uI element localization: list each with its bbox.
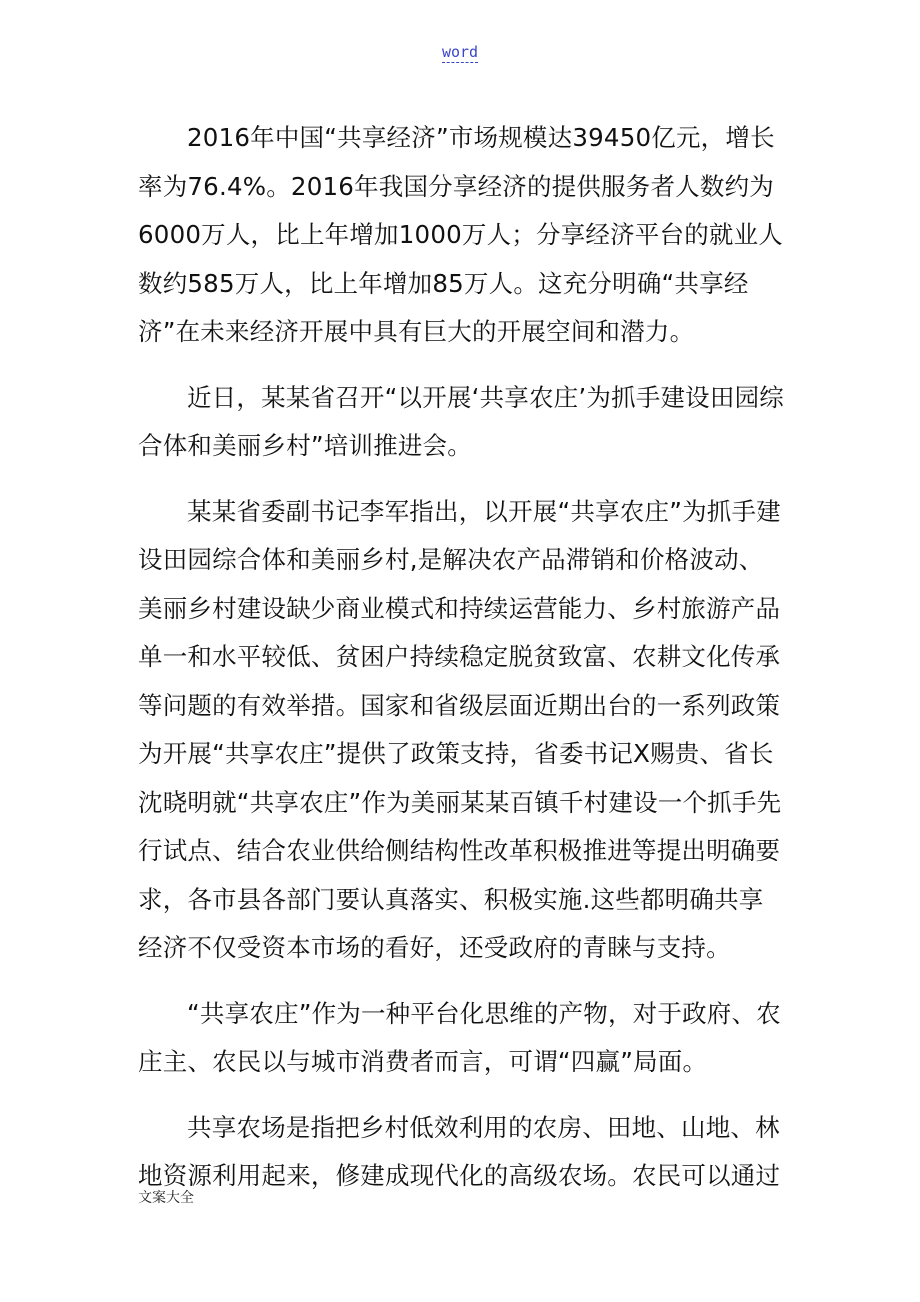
paragraph-sharing-economy-stats: 2016年中国“共享经济”市场规模达39450亿元，增长率为76.4%。2016年我国分享经济的提供服务者人数约为6000万人，比上年增加1000万人；分享经济平台的就业人数约585万人，比上年增加85万人。这充分明确“共享经济”在未来经济开展中具有巨大的开展空间和潜力。 bbox=[138, 123, 783, 346]
paragraph-shared-farm-definition: 共享农场是指把乡村低效利用的农房、田地、山地、林地资源利用起来，修建成现代化的高级农场。农民可以通过 bbox=[138, 1112, 781, 1190]
header-word-link[interactable] bbox=[0, 41, 920, 63]
footer-label: 文案大全 bbox=[138, 1190, 194, 1206]
paragraph-four-win: “共享农庄”作为一种平台化思维的产物，对于政府、农庄主、农民以与城市消费者而言，可谓“四赢”局面。 bbox=[138, 998, 781, 1076]
document-body bbox=[138, 114, 788, 1201]
header-link-text[interactable]: word bbox=[441, 43, 479, 61]
paragraph-deputy-secretary-remarks: 某某省委副书记李军指出，以开展“共享农庄”为抓手建设田园综合体和美丽乡村,是解决农产品滞销和价格波动、美丽乡村建设缺少商业模式和持续运营能力、乡村旅游产品单一和水平较低、贫困户持续稳定脱贫致富、农耕文化传承等问题的有效举措。国家和省级层面近期出台的一系列政策为开展“共享农庄”提供了政策支持，省委书记X赐贵、省长沈晓明就“共享农庄”作为美丽某某百镇千村建设一个抓手先行试点、结合农业供给侧结构性改革积极推进等提出明确要求，各市县各部门要认真落实、积极实施.这些都明确共享经济不仅受资本市场的看好，还受政府的青睐与支持。 bbox=[138, 496, 782, 962]
paragraph-training-meeting: 近日，某某省召开“以开展‘共享农庄’为抓手建设田园综合体和美丽乡村”培训推进会。 bbox=[138, 382, 784, 460]
